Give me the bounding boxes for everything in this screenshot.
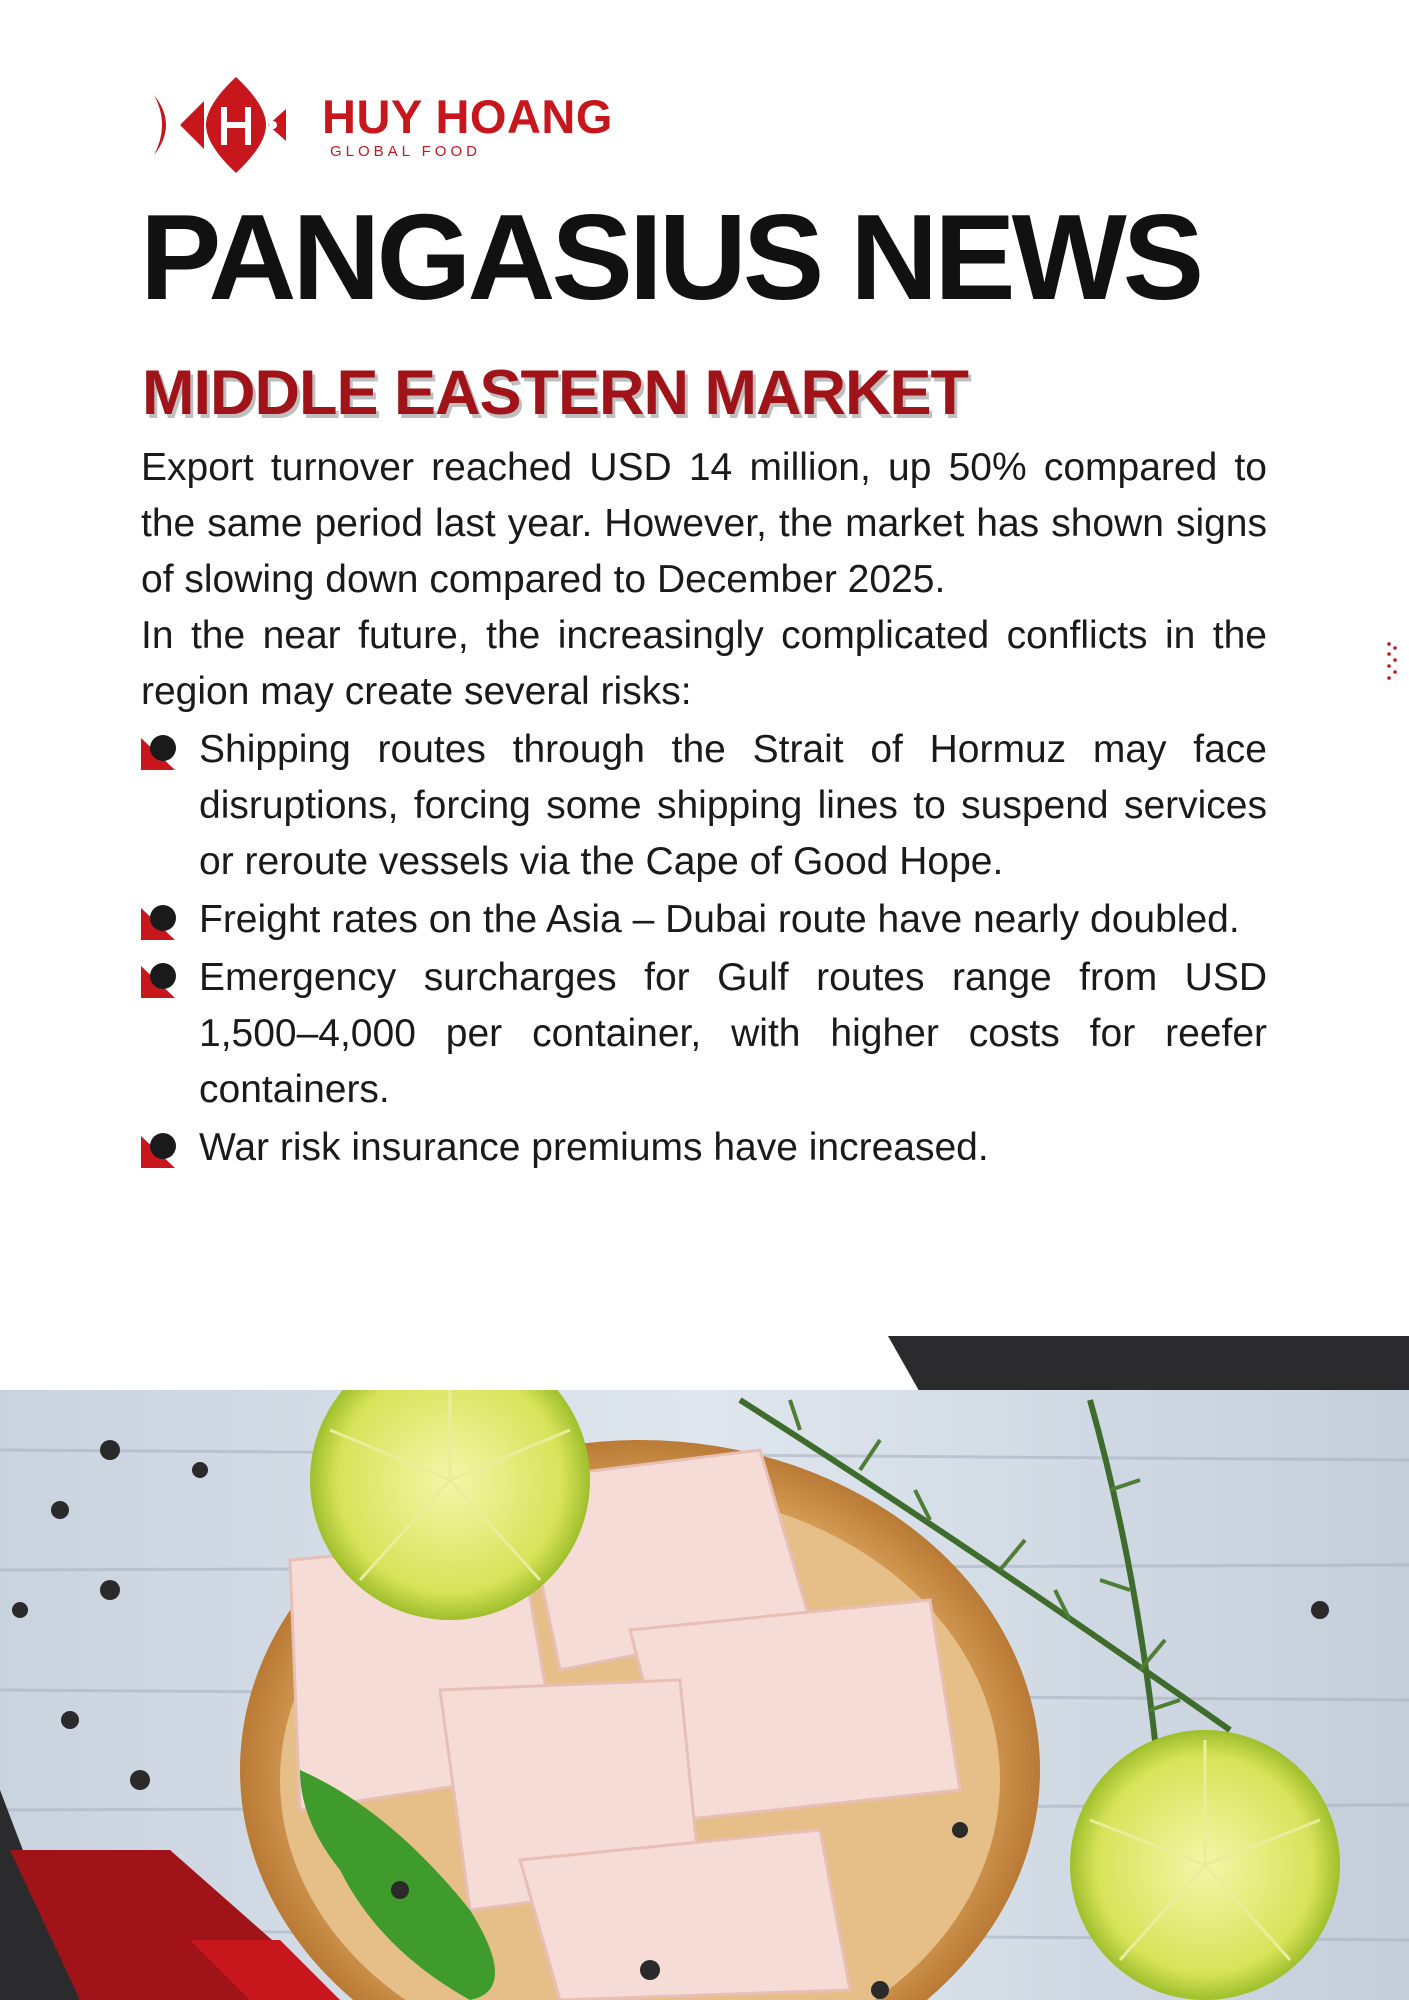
- list-item: [141, 1120, 1267, 1176]
- pin-bullet-icon: [141, 732, 181, 770]
- fish-logo-icon: [148, 75, 288, 175]
- list-item: [141, 950, 1267, 1118]
- pin-bullet-icon: [141, 960, 181, 998]
- risk-text: War risk insurance premiums have increased.: [199, 1126, 989, 1169]
- risk-text: Emergency surcharges for Gulf routes range from USD 1,500–4,000 per container, with higher costs for reefer containers.: [199, 956, 1267, 1111]
- pin-bullet-icon: [141, 902, 181, 940]
- risk-text: Freight rates on the Asia – Dubai route have nearly doubled.: [199, 898, 1240, 941]
- list-item: [141, 722, 1267, 890]
- article-body: [141, 440, 1267, 1178]
- list-item: [141, 892, 1267, 948]
- risk-text: Shipping routes through the Strait of Hormuz may face disruptions, forcing some shipping lines to suspend services or reroute vessels via the Cape of Good Hope.: [199, 728, 1267, 883]
- paragraph-risks-intro: In the near future, the increasingly complicated conflicts in the region may create several risks:: [141, 614, 1267, 713]
- brand-subtitle: GLOBAL FOOD: [330, 143, 481, 160]
- page-title: PANGASIUS NEWS: [140, 189, 1201, 325]
- brand-name: HUY HOANG: [322, 90, 613, 143]
- pin-bullet-icon: [141, 1130, 181, 1168]
- decorative-dots: [1385, 640, 1399, 685]
- brand-logo: [148, 75, 628, 175]
- section-title: MIDDLE EASTERN MARKET: [142, 358, 968, 428]
- paragraph-export: Export turnover reached USD 14 million, up 50% compared to the same period last year. However, the market has shown signs of slowing down compared to December 2025.: [141, 446, 1267, 601]
- dark-accent-band: [0, 1336, 1409, 1396]
- risk-list: [141, 722, 1267, 1176]
- corner-accent: [0, 1760, 400, 2000]
